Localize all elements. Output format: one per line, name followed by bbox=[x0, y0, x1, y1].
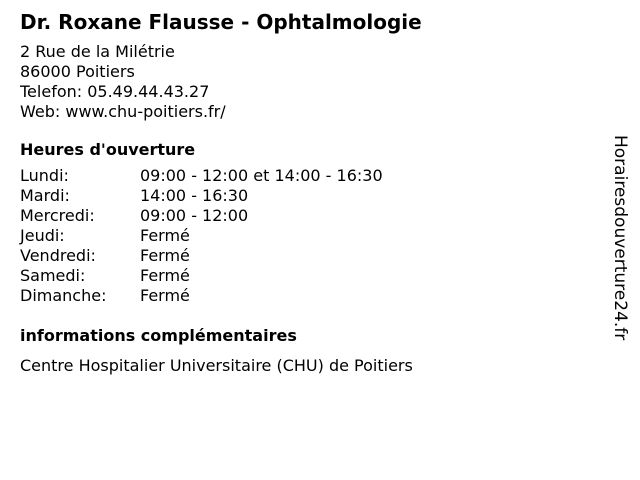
day-label: Jeudi: bbox=[20, 226, 65, 245]
page-title: Dr. Roxane Flausse - Ophtalmologie bbox=[20, 10, 422, 34]
hours-row-wednesday bbox=[20, 206, 383, 226]
hours-row-saturday bbox=[20, 266, 383, 286]
website-link[interactable]: Web: www.chu-poitiers.fr/ bbox=[20, 102, 226, 121]
day-label: Lundi: bbox=[20, 166, 69, 185]
hours-row-monday bbox=[20, 166, 383, 186]
hours-row-friday bbox=[20, 246, 383, 266]
day-label: Vendredi: bbox=[20, 246, 96, 265]
street-address: 2 Rue de la Milétrie bbox=[20, 42, 175, 61]
opening-hours-table bbox=[20, 166, 383, 306]
day-label: Mardi: bbox=[20, 186, 70, 205]
day-label: Dimanche: bbox=[20, 286, 107, 305]
day-hours: 14:00 - 16:30 bbox=[140, 186, 249, 205]
day-hours: 09:00 - 12:00 bbox=[140, 206, 249, 225]
hours-row-sunday bbox=[20, 286, 383, 306]
phone-number: Telefon: 05.49.44.43.27 bbox=[20, 82, 210, 101]
site-watermark: Horairesdouverture24.fr bbox=[610, 135, 630, 341]
city-postal: 86000 Poitiers bbox=[20, 62, 135, 81]
day-hours: Fermé bbox=[140, 246, 190, 265]
day-hours: Fermé bbox=[140, 266, 190, 285]
day-label: Samedi: bbox=[20, 266, 86, 285]
hours-row-thursday bbox=[20, 226, 383, 246]
additional-info-text: Centre Hospitalier Universitaire (CHU) de Poitiers bbox=[20, 356, 413, 375]
business-card bbox=[20, 8, 590, 376]
day-hours: Fermé bbox=[140, 226, 190, 245]
hours-row-tuesday bbox=[20, 186, 383, 206]
day-hours: 09:00 - 12:00 et 14:00 - 16:30 bbox=[140, 166, 383, 185]
opening-hours-heading: Heures d'ouverture bbox=[20, 140, 196, 159]
day-hours: Fermé bbox=[140, 286, 190, 305]
day-label: Mercredi: bbox=[20, 206, 95, 225]
additional-info-heading: informations complémentaires bbox=[20, 326, 297, 345]
address-block bbox=[20, 42, 590, 122]
